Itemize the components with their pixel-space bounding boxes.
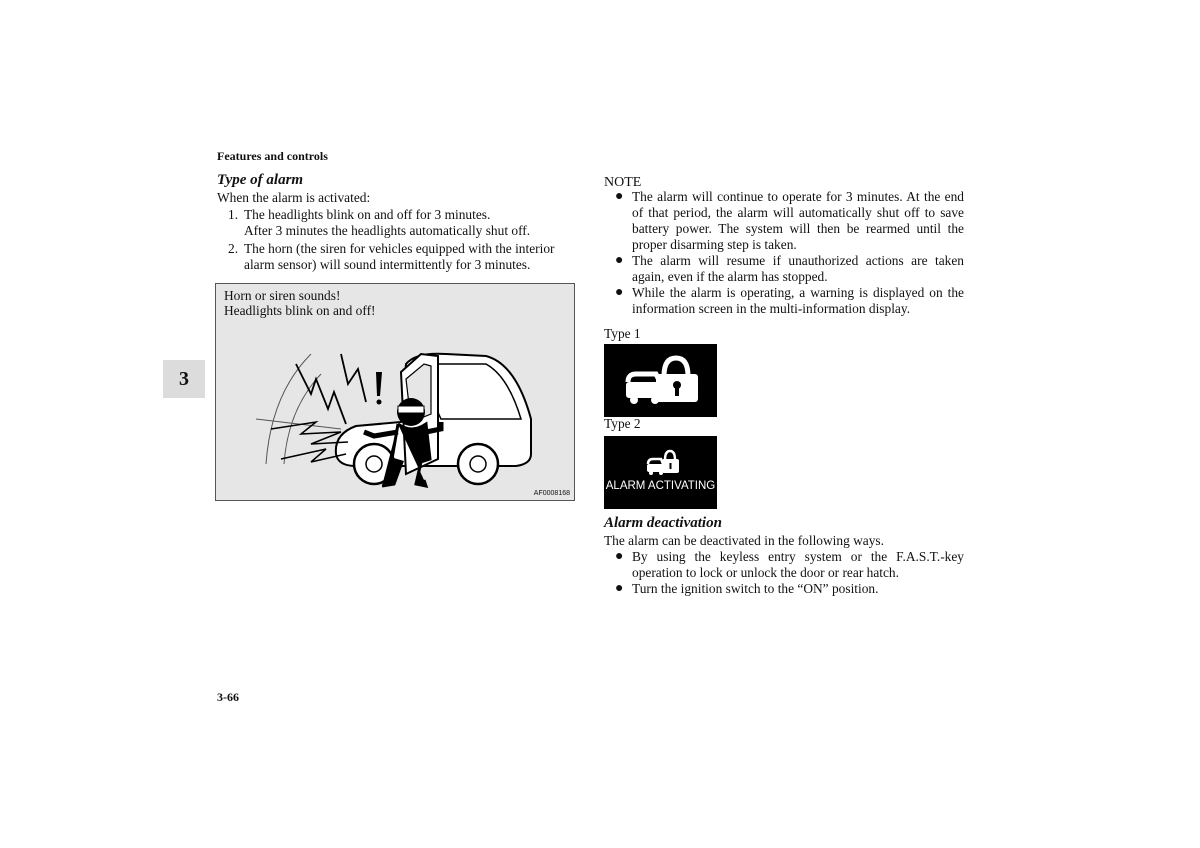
bullet-icon: ● — [615, 581, 624, 596]
thief-car-drawing — [216, 284, 574, 500]
type-of-alarm-intro: When the alarm is activated: — [217, 190, 371, 205]
list-line: alarm sensor) will sound intermittently for 3 minutes. — [244, 257, 531, 272]
deactivation-text: By using the keyless entry system or the F.A.S.T.-key operation to lock or unlock the door or rear hatch. — [632, 549, 964, 580]
list-line: The headlights blink on and off for 3 minutes. — [244, 207, 491, 222]
list-item — [615, 581, 964, 597]
list-item — [615, 549, 964, 581]
list-number: 2. — [228, 241, 239, 256]
list-item — [615, 253, 964, 285]
deactivation-list — [615, 549, 964, 597]
note-list — [615, 189, 964, 317]
note-label: NOTE — [604, 175, 642, 190]
alarm-steps-list — [228, 207, 578, 273]
bullet-icon: ● — [615, 549, 624, 564]
type2-label: Type 2 — [604, 416, 641, 431]
type2-display — [604, 436, 717, 509]
list-item — [615, 285, 964, 317]
car-lock-icon — [604, 344, 717, 417]
list-item — [228, 241, 578, 273]
note-text: The alarm will resume if unauthorized actions are taken again, even if the alarm has stopped. — [632, 253, 964, 284]
deactivation-text: Turn the ignition switch to the “ON” position. — [632, 581, 879, 596]
illustration-caption: Horn or siren sounds! — [224, 288, 341, 303]
illustration-caption: Headlights blink on and off! — [224, 303, 376, 318]
page-number: 3-66 — [217, 690, 239, 704]
bullet-icon: ● — [615, 189, 624, 204]
type1-label: Type 1 — [604, 326, 641, 341]
alarm-deactivation-intro: The alarm can be deactivated in the following ways. — [604, 533, 884, 548]
note-text: While the alarm is operating, a warning is displayed on the information screen in the multi-information display. — [632, 285, 964, 316]
list-line: The horn (the siren for vehicles equipped with the interior — [244, 241, 555, 256]
section-header: Features and controls — [217, 149, 328, 163]
bullet-icon: ● — [615, 253, 624, 268]
note-text: The alarm will continue to operate for 3 minutes. At the end of that period, the alarm will automatically shut off to save battery power. The system will then be rearmed until the proper disarming step is taken. — [632, 189, 964, 252]
list-item — [228, 207, 578, 239]
car-lock-icon — [604, 436, 717, 480]
list-number: 1. — [228, 207, 239, 222]
type1-display — [604, 344, 717, 417]
illustration-code: AF0008168 — [533, 490, 570, 497]
bullet-icon: ● — [615, 285, 624, 300]
type-of-alarm-heading: Type of alarm — [217, 172, 304, 188]
alarm-illustration — [215, 283, 575, 501]
alarm-deactivation-heading: Alarm deactivation — [604, 515, 722, 531]
list-line: After 3 minutes the headlights automatically shut off. — [244, 223, 531, 238]
chapter-tab: 3 — [163, 360, 205, 398]
list-item — [615, 189, 964, 253]
alarm-activating-text: ALARM ACTIVATING — [605, 480, 716, 492]
